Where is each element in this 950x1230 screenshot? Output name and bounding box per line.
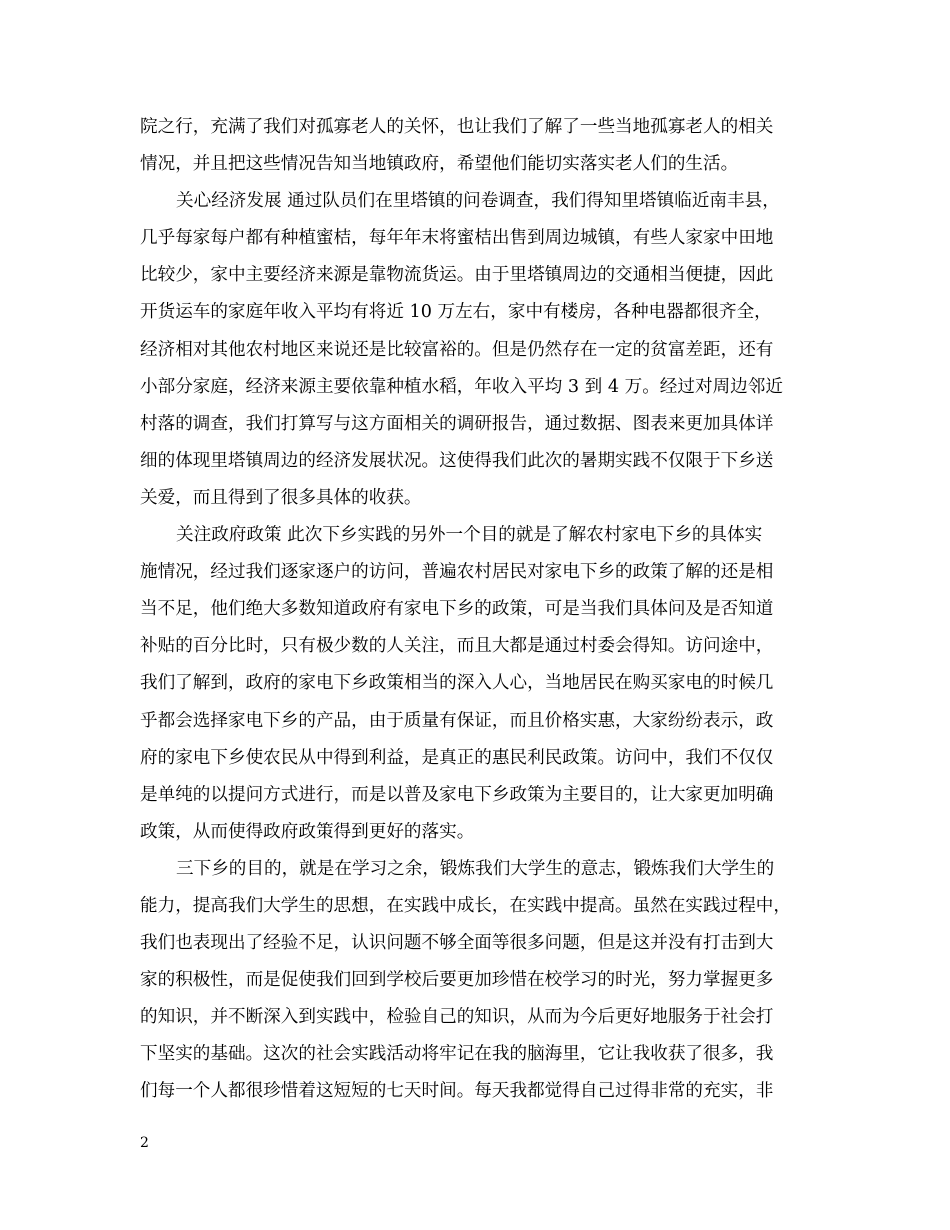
text-line: 们每一个人都很珍惜着这短短的七天时间。每天我都觉得自己过得非常的充实，非 [140,1081,774,1102]
text-line: 院之行，充满了我们对孤寡老人的关怀，也让我们了解了一些当地孤寡老人的相关 [140,117,774,137]
paragraph-start-line: 关心经济发展 通过队员们在里塔镇的问卷调查，我们得知里塔镇临近南丰县， [176,191,780,212]
paragraph-start-line: 关注政府政策 此次下乡实践的另外一个目的就是了解农村家电下乡的具体实 [176,525,763,546]
text-line: 关爱，而且得到了很多具体的收获。 [140,487,422,508]
text-line: 府的家电下乡使农民从中得到利益，是真正的惠民利民政策。访问中，我们不仅仅 [140,747,774,768]
text-line: 我们也表现出了经验不足，认识问题不够全面等很多问题，但是这并没有打击到大 [140,933,774,954]
text-line: 开货运车的家庭年收入平均有将近 10 万左右，家中有楼房，各种电器都很齐全， [140,302,772,323]
page-number: 2 [140,1135,149,1151]
text-line: 家的积极性，而是促使我们回到学校后要更加珍惜在校学习的时光，努力掌握更多 [140,970,774,991]
body-text [140,109,820,1111]
text-line: 我们了解到，政府的家电下乡政策相当的深入人心，当地居民在购买家电的时候几 [140,673,774,694]
text-line: 政策，从而使得政府政策得到更好的落实。 [140,821,475,842]
text-line: 补贴的百分比时，只有极少数的人关注，而且大都是通过村委会得知。访问途中， [140,636,774,657]
text-line: 村落的调查，我们打算写与这方面相关的调研报告，通过数据、图表来更加具体详 [140,413,774,434]
text-line: 情况，并且把这些情况告知当地镇政府，希望他们能切实落实老人们的生活。 [140,154,739,175]
text-line: 比较少，家中主要经济来源是靠物流货运。由于里塔镇周边的交通相当便捷，因此 [140,265,774,286]
text-line: 施情况，经过我们逐家逐户的访问，普遍农村居民对家电下乡的政策了解的还是相 [140,562,774,583]
text-line: 当不足，他们绝大多数知道政府有家电下乡的政策，可是当我们具体问及是否知道 [140,599,774,620]
text-line: 乎都会选择家电下乡的产品，由于质量有保证，而且价格实惠，大家纷纷表示，政 [140,710,774,731]
text-line: 经济相对其他农村地区来说还是比较富裕的。但是仍然存在一定的贫富差距，还有 [140,339,774,360]
text-line: 的知识，并不断深入到实践中，检验自己的知识，从而为今后更好地服务于社会打 [140,1007,774,1028]
text-line: 细的体现里塔镇周边的经济发展状况。这使得我们此次的暑期实践不仅限于下乡送 [140,450,774,471]
text-line: 能力，提高我们大学生的思想，在实践中成长，在实践中提高。虽然在实践过程中， [140,895,791,916]
text-line: 下坚实的基础。这次的社会实践活动将牢记在我的脑海里，它让我收获了很多，我 [140,1044,774,1065]
text-line: 小部分家庭，经济来源主要依靠种植水稻，年收入平均 3 到 4 万。经过对周边邻近 [140,376,783,397]
text-line: 是单纯的以提问方式进行，而是以普及家电下乡政策为主要目的，让大家更加明确 [140,784,774,805]
paragraph-start-line: 三下乡的目的，就是在学习之余，锻炼我们大学生的意志，锻炼我们大学生的 [176,858,775,879]
text-line: 几乎每家每户都有种植蜜桔，每年年末将蜜桔出售到周边城镇，有些人家家中田地 [140,228,774,249]
